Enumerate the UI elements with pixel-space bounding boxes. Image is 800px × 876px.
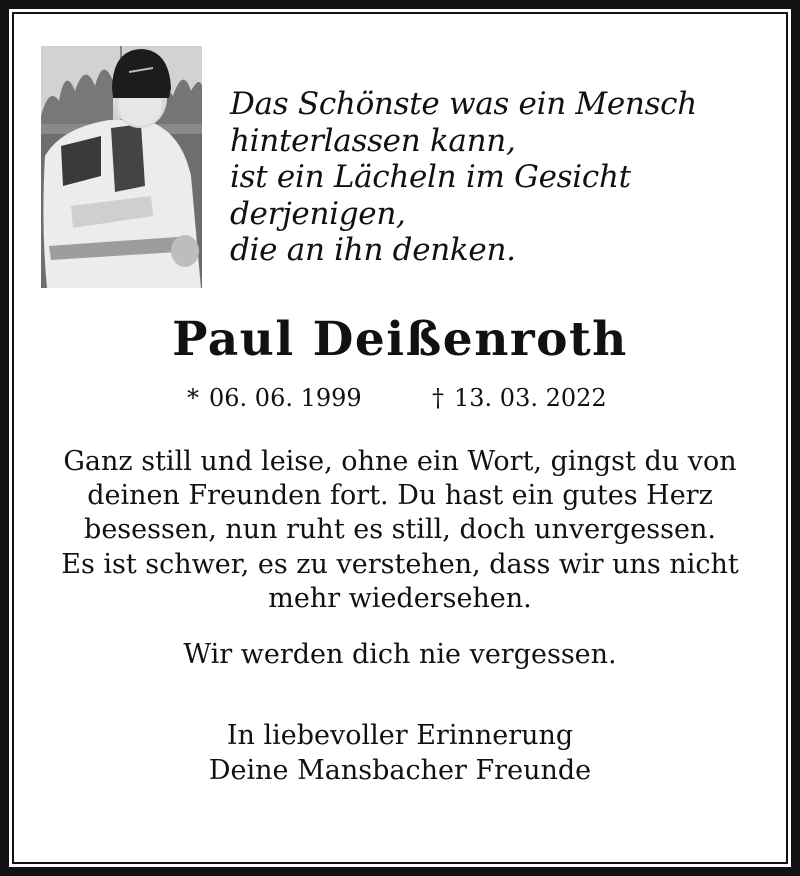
portrait-photo bbox=[41, 46, 202, 288]
poem-line: besessen, nun ruht es still, doch unvergessen. bbox=[84, 514, 716, 546]
poem-line: deinen Freunden fort. Du hast ein gutes Herz bbox=[87, 480, 713, 512]
poem-line: mehr wiedersehen. bbox=[268, 582, 532, 614]
portrait-image bbox=[41, 46, 202, 288]
death-cross-icon: † bbox=[432, 384, 444, 412]
signoff-line: In liebevoller Erinnerung bbox=[226, 720, 574, 751]
death-date-group bbox=[432, 380, 607, 416]
signoff bbox=[0, 719, 800, 788]
quote-line: die an ihn denken. bbox=[230, 232, 516, 268]
birth-date: 06. 06. 1999 bbox=[209, 384, 362, 412]
closing-line: Wir werden dich nie vergessen. bbox=[183, 639, 617, 670]
signoff-line: Deine Mansbacher Freunde bbox=[208, 754, 592, 786]
memorial-quote bbox=[230, 86, 750, 269]
deceased-name: Paul Deißenroth bbox=[172, 312, 628, 367]
poem-line: Ganz still und leise, ohne ein Wort, gingst du von bbox=[63, 446, 737, 477]
quote-line: derjenigen, bbox=[230, 195, 406, 232]
birth-star-icon: * bbox=[187, 384, 199, 412]
farewell-poem bbox=[0, 445, 800, 616]
birth-date-group bbox=[187, 380, 362, 416]
poem-line: Es ist schwer, es zu verstehen, dass wir uns nicht bbox=[61, 548, 739, 580]
quote-line: hinterlassen kann, bbox=[230, 122, 516, 159]
death-date: 13. 03. 2022 bbox=[454, 384, 607, 412]
quote-line: Das Schönste was ein Mensch bbox=[230, 86, 697, 122]
quote-line: ist ein Lächeln im Gesicht bbox=[230, 159, 631, 195]
life-dates bbox=[0, 380, 800, 420]
